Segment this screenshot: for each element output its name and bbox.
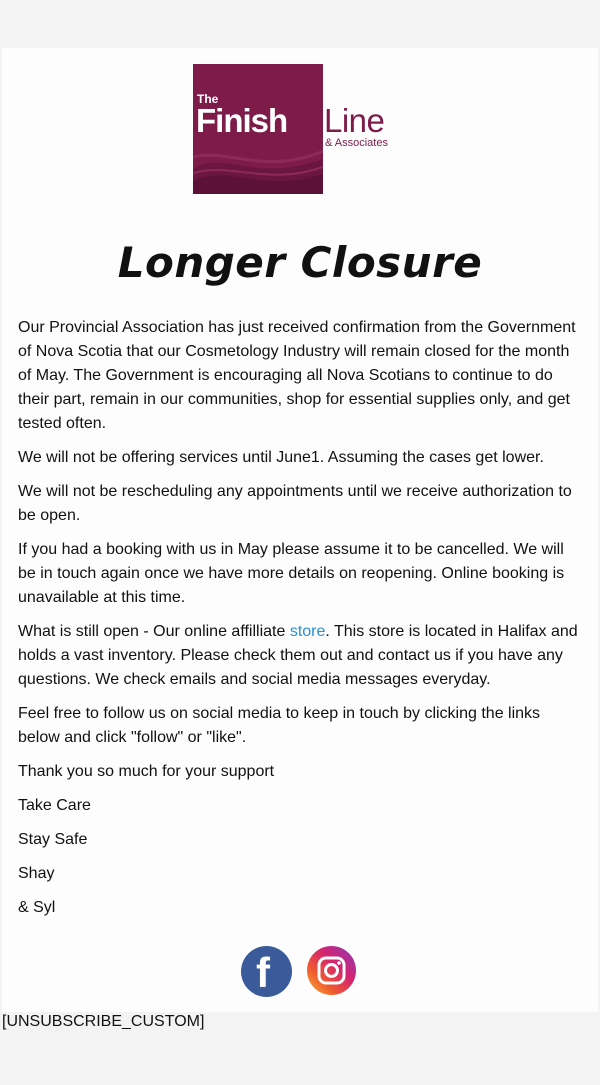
finish-line-logo[interactable] <box>193 64 403 212</box>
instagram-glyph <box>307 946 356 995</box>
logo-waves-graphic <box>193 139 323 194</box>
paragraph-stay-safe: Stay Safe <box>18 831 88 848</box>
email-title: Longer Closure <box>117 238 483 287</box>
paragraph-social: Feel free to follow us on social media to keep in touch by clicking the links below and click "follow" or "like". <box>18 705 541 746</box>
logo-associates-text: & Associates <box>325 137 388 149</box>
paragraph-rescheduling: We will not be rescheduling any appointments until we receive authorization to be open. <box>18 483 572 524</box>
store-text-after: . This store is located in Halifax and holds a vast inventory. Please check them out and contact us if you have any questions. We check emails and social media messages everyday. <box>18 623 578 688</box>
social-links <box>241 946 361 998</box>
signature-syl: & Syl <box>18 899 56 916</box>
store-link[interactable]: store <box>289 623 326 640</box>
logo-line-text: Line <box>324 102 385 139</box>
facebook-icon[interactable] <box>241 946 292 997</box>
paragraph-store <box>18 620 584 692</box>
store-text-before: What is still open - Our online affilliate <box>18 623 290 640</box>
email-container <box>2 48 598 1012</box>
paragraph-services: We will not be offering services until June1. Assuming the cases get lower. <box>18 449 544 466</box>
facebook-glyph: f <box>256 949 270 996</box>
email-body <box>18 316 584 930</box>
instagram-icon[interactable] <box>307 946 356 995</box>
logo-square <box>193 64 323 194</box>
paragraph-take-care: Take Care <box>18 797 91 814</box>
logo-the-text: The <box>197 92 219 106</box>
paragraph-bookings: If you had a booking with us in May please assume it to be cancelled. We will be in touch again once we have more details on reopening. Online booking is unavailable at this time. <box>18 541 565 606</box>
logo-finish-text: Finish <box>196 102 288 139</box>
unsubscribe-link[interactable]: [UNSUBSCRIBE_CUSTOM] <box>2 1013 205 1030</box>
signature-shay: Shay <box>18 865 55 882</box>
paragraph-thanks: Thank you so much for your support <box>18 763 275 780</box>
paragraph-closure-notice: Our Provincial Association has just received confirmation from the Government of Nova Scotia that our Cosmetology Industry will remain closed for the month of May. The Government is encouraging all Nova Scotians to continue to do their part, remain in our communities, shop for essential supplies only, and get tested often. <box>18 319 576 432</box>
